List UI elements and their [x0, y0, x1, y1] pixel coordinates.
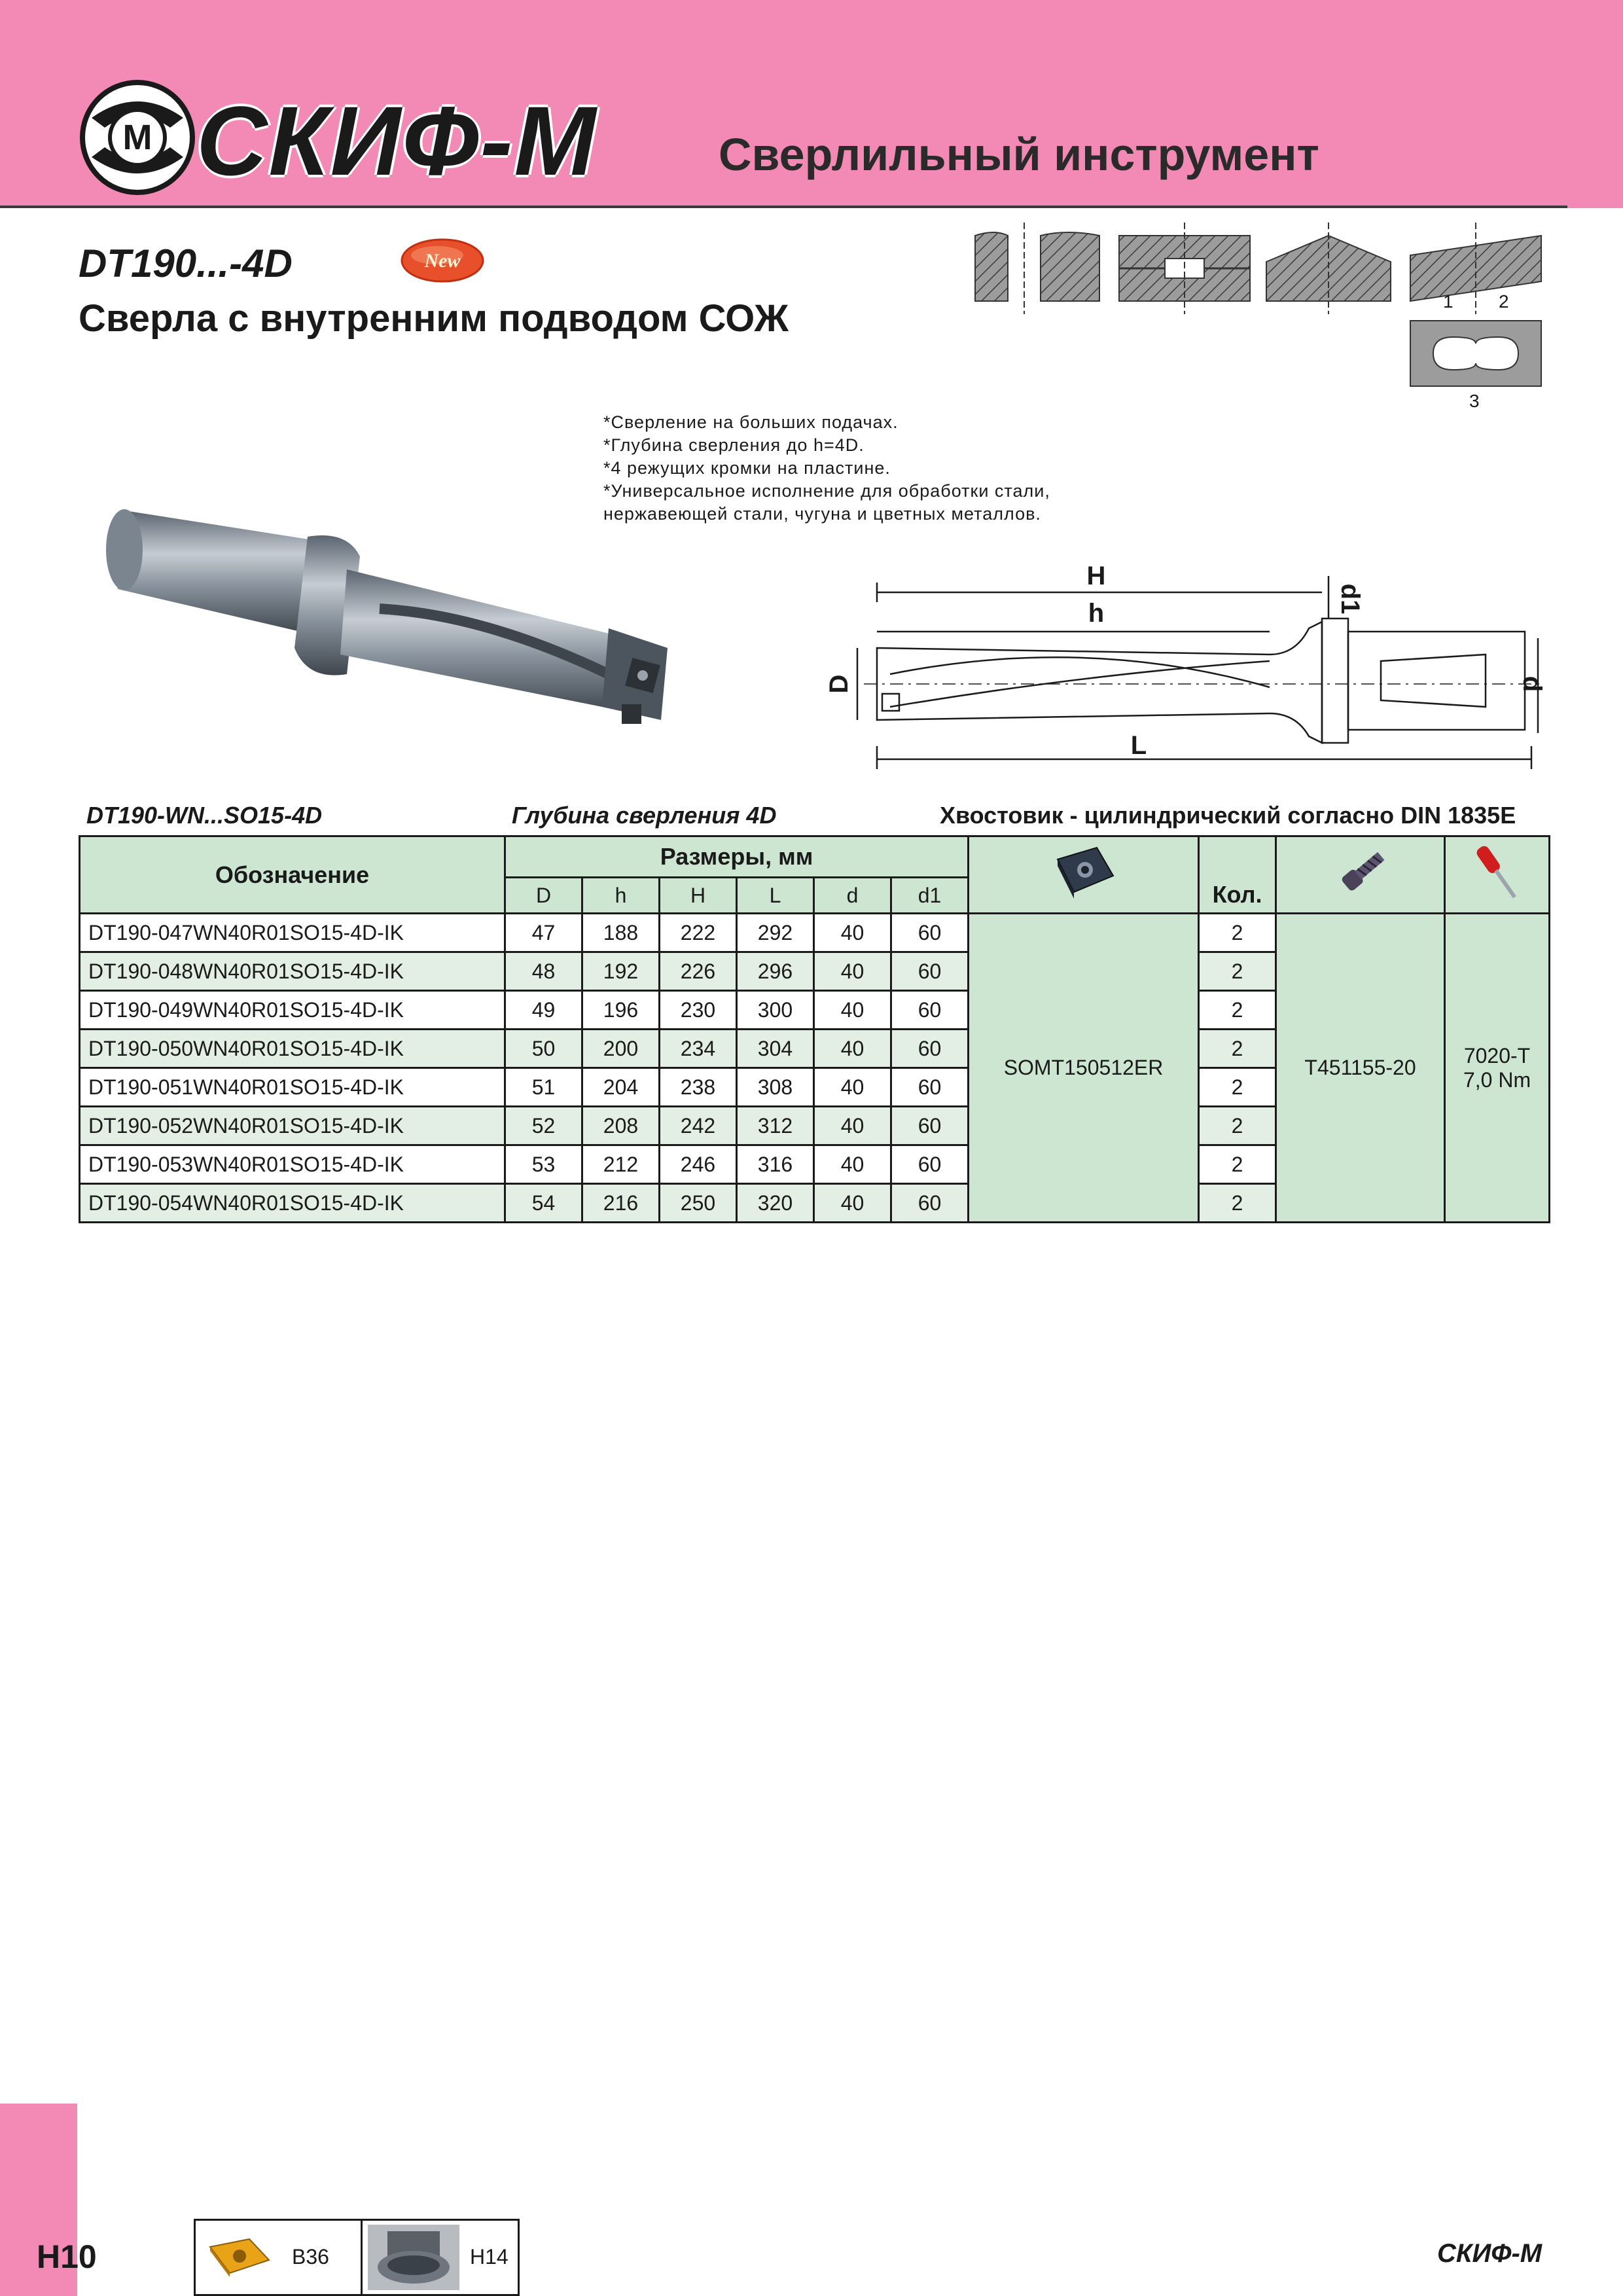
cell-quantity: 2 [1199, 952, 1276, 991]
column-header-H: H [660, 878, 737, 914]
cell-quantity: 2 [1199, 1068, 1276, 1107]
cell-H: 230 [660, 991, 737, 1030]
cell-designation: DT190-051WN40R01SO15-4D-IK [80, 1068, 505, 1107]
column-header-D: D [505, 878, 582, 914]
cell-h: 192 [582, 952, 660, 991]
cell-d1: 60 [891, 914, 969, 952]
cell-designation: DT190-048WN40R01SO15-4D-IK [80, 952, 505, 991]
cell-designation: DT190-049WN40R01SO15-4D-IK [80, 991, 505, 1030]
cell-D: 49 [505, 991, 582, 1030]
cell-screw: T451155-20 [1276, 914, 1445, 1223]
cell-quantity: 2 [1199, 1107, 1276, 1145]
cell-h: 208 [582, 1107, 660, 1145]
header-divider [0, 206, 1567, 208]
cell-d1: 60 [891, 1068, 969, 1107]
cell-designation: DT190-052WN40R01SO15-4D-IK [80, 1107, 505, 1145]
column-header-d1: d1 [891, 878, 969, 914]
cell-d1: 60 [891, 1145, 969, 1184]
cell-designation: DT190-047WN40R01SO15-4D-IK [80, 914, 505, 952]
screw-icon [1321, 840, 1400, 905]
torque-value: 7,0 Nm [1463, 1067, 1531, 1092]
cell-quantity: 2 [1199, 991, 1276, 1030]
cell-H: 222 [660, 914, 737, 952]
cell-D: 51 [505, 1068, 582, 1107]
column-header-L: L [737, 878, 814, 914]
svg-text:d1: d1 [1336, 583, 1364, 615]
brand-logo-icon [79, 79, 196, 196]
cell-L: 292 [737, 914, 814, 952]
feature-item: *Сверление на больших подачах. [603, 412, 899, 432]
feature-item: *4 режущих кромки на пластине. [603, 458, 891, 478]
drill-depth-label: Глубина сверления 4D [512, 802, 777, 829]
page-title: Сверлильный инструмент [719, 129, 1319, 180]
product-name: Сверла с внутренним подводом СОЖ [79, 297, 789, 340]
cell-D: 54 [505, 1184, 582, 1223]
angled-entry-icon [1266, 223, 1391, 314]
cell-D: 47 [505, 914, 582, 952]
new-badge-icon [397, 234, 488, 287]
cell-D: 48 [505, 952, 582, 991]
cell-H: 250 [660, 1184, 737, 1223]
svg-text:1: 1 [1443, 291, 1454, 312]
cell-designation: DT190-054WN40R01SO15-4D-IK [80, 1184, 505, 1223]
cell-d1: 60 [891, 952, 969, 991]
cell-quantity: 2 [1199, 1184, 1276, 1223]
cell-h: 212 [582, 1145, 660, 1184]
feature-item: *Универсальное исполнение для обработки стали, [603, 481, 1050, 501]
cell-quantity: 2 [1199, 1030, 1276, 1068]
cell-d: 40 [814, 914, 891, 952]
reference-page-inserts: B36 [292, 2245, 329, 2269]
cell-d1: 60 [891, 1184, 969, 1223]
cell-insert: SOMT150512ER [969, 914, 1199, 1223]
cell-L: 320 [737, 1184, 814, 1223]
svg-text:h: h [1088, 599, 1105, 628]
reference-page-tools: H14 [470, 2245, 508, 2269]
cell-d: 40 [814, 991, 891, 1030]
column-header-d: d [814, 878, 891, 914]
cell-L: 312 [737, 1107, 814, 1145]
insert-icon [1044, 840, 1123, 905]
cell-d: 40 [814, 1107, 891, 1145]
column-header-quantity: Кол. [1199, 836, 1276, 914]
svg-text:3: 3 [1469, 391, 1480, 411]
cell-h: 196 [582, 991, 660, 1030]
cell-d: 40 [814, 1184, 891, 1223]
product-code: DT190...-4D [79, 242, 293, 285]
column-header-designation: Обозначение [80, 836, 505, 914]
cell-quantity: 2 [1199, 914, 1276, 952]
stack-drilling-icon [1119, 223, 1250, 314]
cell-D: 52 [505, 1107, 582, 1145]
column-header-dimensions: Размеры, мм [505, 836, 969, 878]
cell-H: 234 [660, 1030, 737, 1068]
cell-h: 204 [582, 1068, 660, 1107]
cell-L: 308 [737, 1068, 814, 1107]
reference-box-inserts[interactable] [194, 2219, 363, 2296]
screwdriver-icon [1458, 840, 1537, 905]
svg-text:M: M [122, 118, 152, 157]
key-code: 7020-T [1463, 1043, 1531, 1067]
cell-quantity: 2 [1199, 1145, 1276, 1184]
cell-d: 40 [814, 1068, 891, 1107]
cell-d: 40 [814, 1030, 891, 1068]
cell-D: 50 [505, 1030, 582, 1068]
interpolation-icon [1410, 321, 1541, 411]
shank-info-label: Хвостовик - цилиндрический согласно DIN 1835E [940, 802, 1516, 829]
machining-operations [969, 223, 1558, 412]
insert-thumbnail-icon [204, 2234, 276, 2280]
cell-L: 304 [737, 1030, 814, 1068]
cell-designation: DT190-053WN40R01SO15-4D-IK [80, 1145, 505, 1184]
drill-photo-image [98, 484, 687, 785]
column-header-key [1445, 836, 1550, 914]
cell-D: 53 [505, 1145, 582, 1184]
cell-L: 316 [737, 1145, 814, 1184]
cell-H: 238 [660, 1068, 737, 1107]
cell-H: 246 [660, 1145, 737, 1184]
brand-name: СКИФ-М [196, 86, 597, 196]
cell-L: 296 [737, 952, 814, 991]
cell-h: 200 [582, 1030, 660, 1068]
svg-text:H: H [1086, 562, 1106, 590]
cell-H: 242 [660, 1107, 737, 1145]
cell-h: 188 [582, 914, 660, 952]
through-hole-icon [975, 223, 1099, 314]
footer-brand: СКИФ-М [1437, 2239, 1543, 2268]
column-header-h: h [582, 878, 660, 914]
svg-text:2: 2 [1499, 291, 1509, 312]
cell-d1: 60 [891, 991, 969, 1030]
page-number: H10 [37, 2238, 97, 2275]
cell-H: 226 [660, 952, 737, 991]
column-header-screw [1276, 836, 1445, 914]
feature-item: нержавеющей стали, чугуна и цветных металлов. [603, 504, 1041, 524]
table-row [80, 914, 1550, 952]
svg-text:New: New [424, 250, 461, 272]
cell-d1: 60 [891, 1030, 969, 1068]
svg-text:d: d [1518, 675, 1546, 692]
cell-key [1445, 914, 1550, 1223]
svg-text:D: D [825, 674, 853, 694]
column-header-insert [969, 836, 1199, 914]
specification-table [79, 835, 1550, 1223]
cell-L: 300 [737, 991, 814, 1030]
inclined-surface-icon [1410, 223, 1541, 314]
cell-designation: DT190-050WN40R01SO15-4D-IK [80, 1030, 505, 1068]
cell-d1: 60 [891, 1107, 969, 1145]
drill-technical-drawing [825, 556, 1551, 772]
tool-thumbnail-icon [368, 2225, 459, 2290]
series-code: DT190-WN...SO15-4D [86, 802, 323, 829]
svg-text:L: L [1130, 731, 1147, 760]
cell-d: 40 [814, 952, 891, 991]
cell-h: 216 [582, 1184, 660, 1223]
feature-item: *Глубина сверления до h=4D. [603, 435, 865, 455]
cell-d: 40 [814, 1145, 891, 1184]
